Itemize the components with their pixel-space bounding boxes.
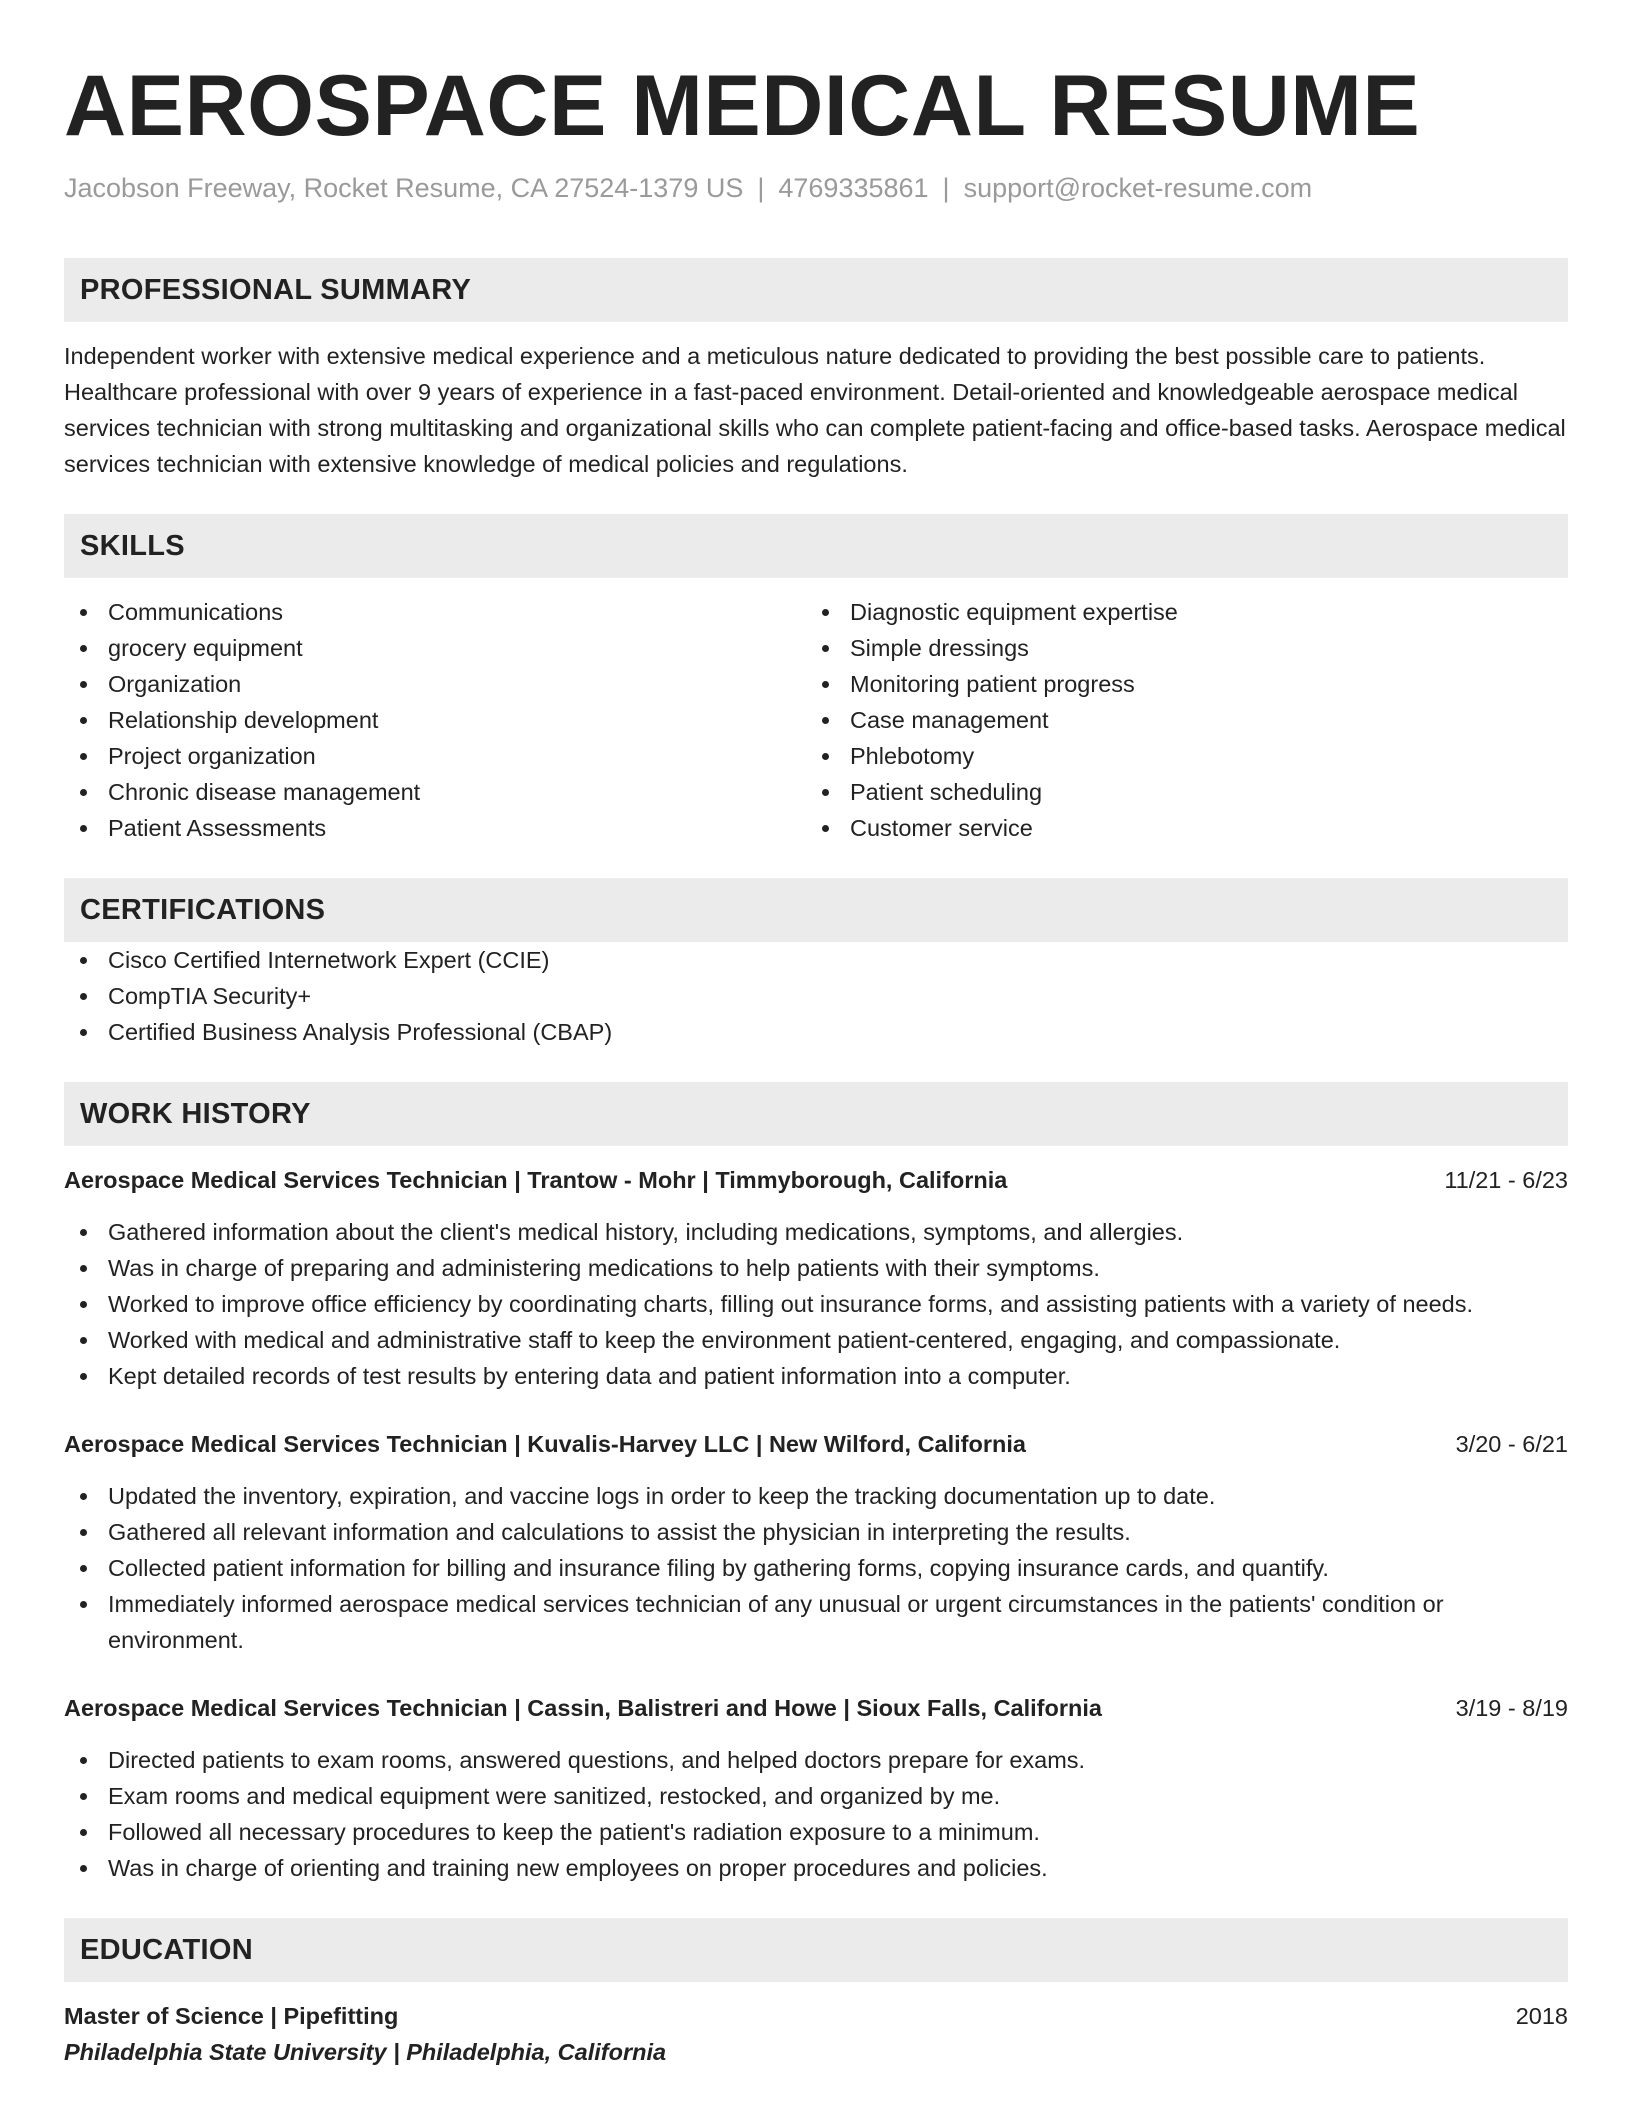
skills-list-left [64, 594, 806, 846]
job-bullet: Kept detailed records of test results by entering data and patient information into a computer. [64, 1358, 1568, 1394]
job-bullet: Updated the inventory, expiration, and vaccine logs in order to keep the tracking documentation up to date. [64, 1478, 1568, 1514]
skill-item: Simple dressings [806, 630, 1548, 666]
job-bullet: Collected patient information for billing and insurance filing by gathering forms, copying insurance cards, and quantify. [64, 1550, 1568, 1586]
job-dates: 3/20 - 6/21 [1455, 1431, 1568, 1457]
job-bullets [64, 1742, 1568, 1886]
education-header [64, 1998, 1568, 2034]
skill-item: Phlebotomy [806, 738, 1548, 774]
skill-item: Project organization [64, 738, 806, 774]
job-header [64, 1426, 1568, 1462]
contact-line [64, 170, 1568, 206]
job-dates: 11/21 - 6/23 [1444, 1167, 1568, 1193]
contact-email: support@rocket-resume.com [963, 173, 1313, 203]
summary-text: Independent worker with extensive medical experience and a meticulous nature dedicated to providing the best possible care to patients. Healthcare professional with over 9 years of experience in a fast-paced environment. Detail-oriented and knowledgeable aerospace medical services technician with strong multitasking and organizational skills who can complete patient-facing and office-based tasks. Aerospace medical services technician with extensive knowledge of medical policies and regulations. [64, 343, 1566, 477]
job-bullet: Directed patients to exam rooms, answered questions, and helped doctors prepare for exams. [64, 1742, 1568, 1778]
job-bullet: Exam rooms and medical equipment were sanitized, restocked, and organized by me. [64, 1778, 1568, 1814]
certification-item: Cisco Certified Internetwork Expert (CCIE) [64, 942, 1568, 978]
job-bullet: Followed all necessary procedures to keep the patient's radiation exposure to a minimum. [64, 1814, 1568, 1850]
job-bullets [64, 1214, 1568, 1394]
skill-item: Chronic disease management [64, 774, 806, 810]
certifications-list [64, 942, 1568, 1050]
section-header-certifications: CERTIFICATIONS [64, 878, 1568, 942]
skill-item: Case management [806, 702, 1548, 738]
education-entry [64, 1998, 1568, 2070]
skill-item: Monitoring patient progress [806, 666, 1548, 702]
skill-item: Patient scheduling [806, 774, 1548, 810]
job-title: Aerospace Medical Services Technician | Cassin, Balistreri and Howe | Sioux Falls, California [64, 1695, 1102, 1721]
skill-item: Communications [64, 594, 806, 630]
section-header-skills: SKILLS [64, 514, 1568, 578]
job-header [64, 1162, 1568, 1198]
contact-phone: 4769335861 [778, 173, 929, 203]
education-degree: Master of Science | Pipefitting [64, 2003, 399, 2029]
education-school: Philadelphia State University | Philadelphia, California [64, 2039, 667, 2065]
skill-item: grocery equipment [64, 630, 806, 666]
contact-address: Jacobson Freeway, Rocket Resume, CA 27524-1379 US [64, 173, 744, 203]
contact-separator: | [942, 173, 950, 203]
skill-item: Diagnostic equipment expertise [806, 594, 1548, 630]
job-title: Aerospace Medical Services Technician | Kuvalis-Harvey LLC | New Wilford, California [64, 1431, 1026, 1457]
job-entry [64, 1690, 1568, 1886]
job-entry [64, 1162, 1568, 1394]
job-bullet: Was in charge of preparing and administering medications to help patients with their symptoms. [64, 1250, 1568, 1286]
section-header-summary: PROFESSIONAL SUMMARY [64, 258, 1568, 322]
job-bullets [64, 1478, 1568, 1658]
skill-item: Patient Assessments [64, 810, 806, 846]
certification-item: CompTIA Security+ [64, 978, 1568, 1014]
job-bullet: Was in charge of orienting and training new employees on proper procedures and policies. [64, 1850, 1568, 1886]
contact-separator: | [757, 173, 765, 203]
job-bullet: Worked with medical and administrative staff to keep the environment patient-centered, engaging, and compassionate. [64, 1322, 1568, 1358]
job-title: Aerospace Medical Services Technician | Trantow - Mohr | Timmyborough, California [64, 1167, 1008, 1193]
skills-list-right [806, 594, 1548, 846]
skill-item: Relationship development [64, 702, 806, 738]
job-bullet: Worked to improve office efficiency by coordinating charts, filling out insurance forms, and assisting patients with a variety of needs. [64, 1286, 1568, 1322]
resume-title: AEROSPACE MEDICAL RESUME [64, 58, 1421, 154]
job-header [64, 1690, 1568, 1726]
education-year: 2018 [1515, 2003, 1568, 2029]
section-header-education: EDUCATION [64, 1918, 1568, 1982]
section-header-work-history: WORK HISTORY [64, 1082, 1568, 1146]
job-bullet: Gathered all relevant information and calculations to assist the physician in interpreting the results. [64, 1514, 1568, 1550]
skill-item: Customer service [806, 810, 1548, 846]
job-entry [64, 1426, 1568, 1658]
certification-item: Certified Business Analysis Professional (CBAP) [64, 1014, 1568, 1050]
job-bullet: Gathered information about the client's medical history, including medications, symptoms, and allergies. [64, 1214, 1568, 1250]
job-bullet: Immediately informed aerospace medical services technician of any unusual or urgent circumstances in the patients' condition or environment. [64, 1586, 1568, 1658]
skill-item: Organization [64, 666, 806, 702]
job-dates: 3/19 - 8/19 [1455, 1695, 1568, 1721]
skills-grid [64, 594, 1568, 846]
